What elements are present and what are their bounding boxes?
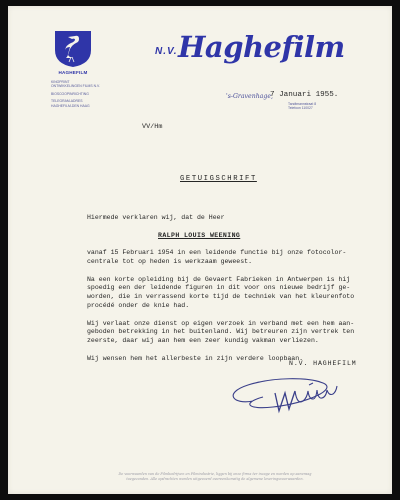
body-line: spoedig een der leidende figuren in dit voor ons nieuwe bedrijf ge-: [87, 284, 351, 292]
address-line: Tandtmannstraat 8: [288, 102, 317, 106]
handwritten-signature: [213, 363, 373, 423]
body-line: procédé onder de knie had.: [87, 301, 190, 309]
footer-line: De voorwaarden van de Filmbedrijven en Filmindustrie, liggen bij onze firma ter inzage en worden op aanvraag: [118, 472, 312, 476]
haghefilm-stork-logo: [52, 28, 94, 68]
brand-prefix: N.V.: [155, 46, 178, 57]
place-name: 's-Gravenhage,: [226, 93, 273, 100]
body-line: Hiermede verklaren wij, dat de Heer: [87, 214, 225, 221]
letter-heading: GETUIGSCHRIFT: [180, 175, 257, 183]
body-line: zeerste, daar wij aan hem een zeer kundig vakman verliezen.: [87, 337, 319, 345]
letter-date: 7 Januari 1955.: [270, 91, 339, 99]
body-line: geboden betrekking in het buitenland. Wij betreuren zijn vertrek ten: [87, 328, 355, 336]
logo-label: HAGHEFILM: [58, 70, 88, 75]
letterhead-left-line: ONTWIKKELINGEN FILMS N.V.: [51, 84, 100, 89]
letterhead-address-block: [288, 102, 316, 111]
employee-name: RALPH LOUIS WEENING: [158, 231, 241, 239]
letterhead-left-line: TELEGRAM-ADRES: [51, 99, 83, 104]
letterhead-left-block: [51, 80, 141, 108]
body-line: vanaf 15 Februari 1954 in een leidende functie bij onze fotocolor-: [87, 249, 347, 257]
letterhead-left-line: HAGHEFILM-DEN HAAG: [51, 103, 90, 108]
reference-code: VV/Hm: [142, 123, 163, 131]
letterhead-left-line: BIOSCOOPINRICHTING: [51, 91, 89, 96]
address-line: Telefoon 110027: [288, 106, 313, 111]
body-line: Na een korte opleiding bij de Gevaert Fabrieken in Antwerpen is hij: [87, 275, 351, 283]
footer-note: [80, 472, 350, 481]
letter-page: [8, 6, 392, 494]
body-line: centrale tot op heden is werkzaam geweest.: [87, 257, 253, 265]
footer-line: toegezonden. Alle opdrachten worden uitgevoerd overeenkomstig de algemene leveringsvoorwaarden.: [126, 476, 304, 481]
body-line: worden, die in verrassend korte tijd de techniek van het kleurenfoto: [87, 293, 355, 301]
signatory-company: N.V. HAGHEFILM: [289, 360, 357, 367]
body-line: Wij wensen hem het allerbeste in zijn verdere loopbaan.: [87, 354, 304, 362]
letterhead-left-line: KINOPRINT: [51, 80, 70, 84]
brand-name: Haghefilm: [178, 30, 345, 64]
letter-body: [87, 214, 357, 364]
body-line: Wij verlaat onze dienst op eigen verzoek in verband met een hem aan-: [87, 319, 355, 327]
